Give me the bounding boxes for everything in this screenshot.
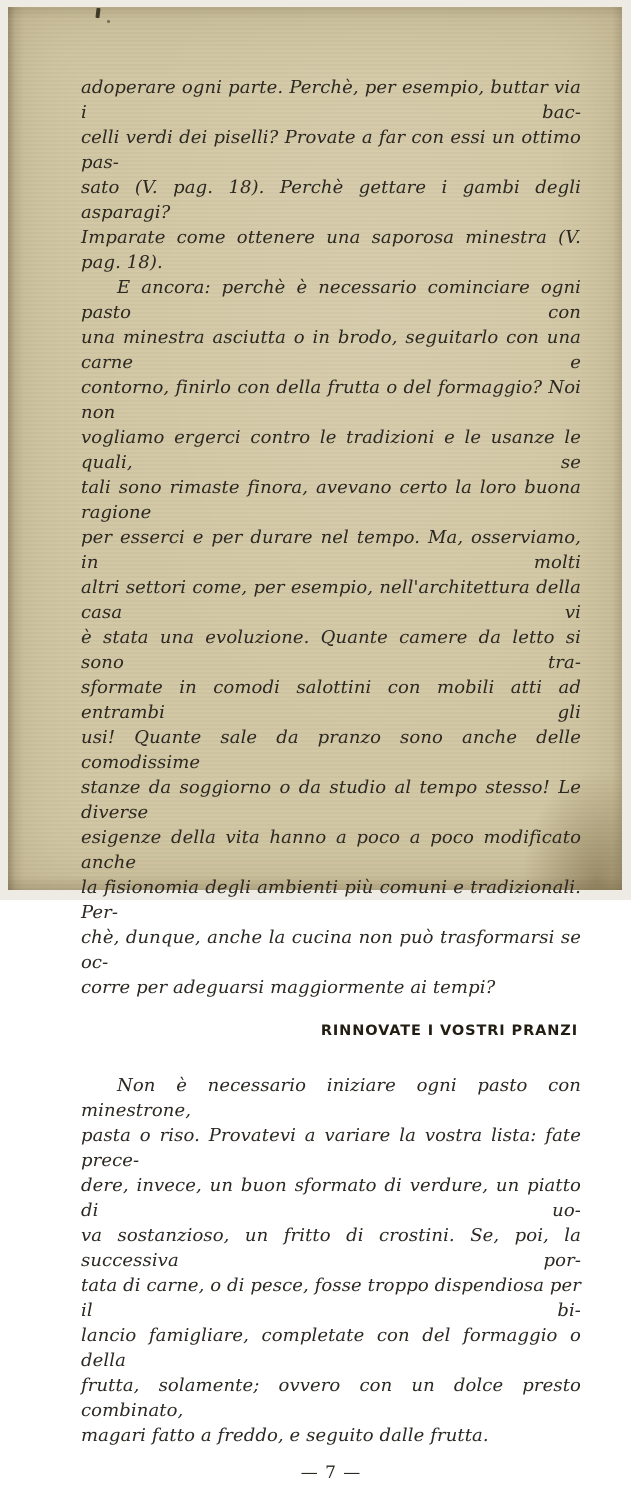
page-text [81,75,581,1486]
text-line: contorno, finirlo con della frutta o del formaggio? Noi non [81,377,581,423]
text-line: sformate in comodi salottini con mobili atti ad entrambi gli [81,677,581,723]
text-line: per esserci e per durare nel tempo. Ma, osserviamo, in molti [81,527,581,573]
text-line: corre per adeguarsi maggiormente ai tempi? [81,977,496,998]
scan-artifact-mark [95,8,100,18]
text-line: celli verdi dei piselli? Provate a far con essi un ottimo pas- [81,127,581,173]
text-line: vogliamo ergerci contro le tradizioni e le usanze le quali, se [81,427,581,473]
text-line: sato (V. pag. 18). Perchè gettare i gambi degli asparagi? [81,177,581,223]
text-line: stanze da soggiorno o da studio al tempo stesso! Le diverse [81,777,581,823]
text-line: una minestra asciutta o in brodo, seguitarlo con una carne e [81,327,581,373]
text-line: chè, dunque, anche la cucina non può trasformarsi se oc- [81,927,581,973]
text-line: tata di carne, o di pesce, fosse troppo dispendiosa per il bi- [81,1275,581,1321]
section-heading: RINNOVATE I VOSTRI PRANZI [320,1023,578,1039]
text-line: altri settori come, per esempio, nell'architettura della casa vi [81,577,581,623]
page-number: — 7 — [300,1463,362,1483]
text-line: è stata una evoluzione. Quante camere da letto si sono tra- [81,627,581,673]
text-line: lancio famigliare, completate con del formaggio o della [81,1325,581,1371]
book-page [8,7,622,1483]
paragraph-tradition [81,275,581,1000]
text-line: dere, invece, un buon sformato di verdure, un piatto di uo- [81,1175,581,1221]
paragraph-menus [81,1073,581,1448]
text-line: pasta o riso. Provatevi a variare la vostra lista: fate prece- [81,1125,581,1171]
text-line: Non è necessario iniziare ogni pasto con minestrone, [81,1075,581,1121]
text-line: adoperare ogni parte. Perchè, per esempio, buttar via i bac- [81,77,581,123]
paragraph-continuation [81,75,581,275]
text-line: Imparate come ottenere una saporosa minestra (V. pag. 18). [81,227,581,273]
text-line: la fisionomia degli ambienti più comuni e tradizionali. Per- [81,877,581,923]
text-line: magari fatto a freddo, e seguito dalle frutta. [81,1425,489,1446]
text-line: usi! Quante sale da pranzo sono anche delle comodissime [81,727,581,773]
text-line: tali sono rimaste finora, avevano certo la loro buona ragione [81,477,581,523]
text-line: esigenze della vita hanno a poco a poco modificato anche [81,827,581,873]
text-line: E ancora: perchè è necessario cominciare ogni pasto con [81,277,581,323]
text-line: frutta, solamente; ovvero con un dolce presto combinato, [81,1375,581,1421]
text-line: va sostanzioso, un fritto di crostini. Se, poi, la successiva por- [81,1225,581,1271]
scan-artifact-speck [107,20,110,23]
